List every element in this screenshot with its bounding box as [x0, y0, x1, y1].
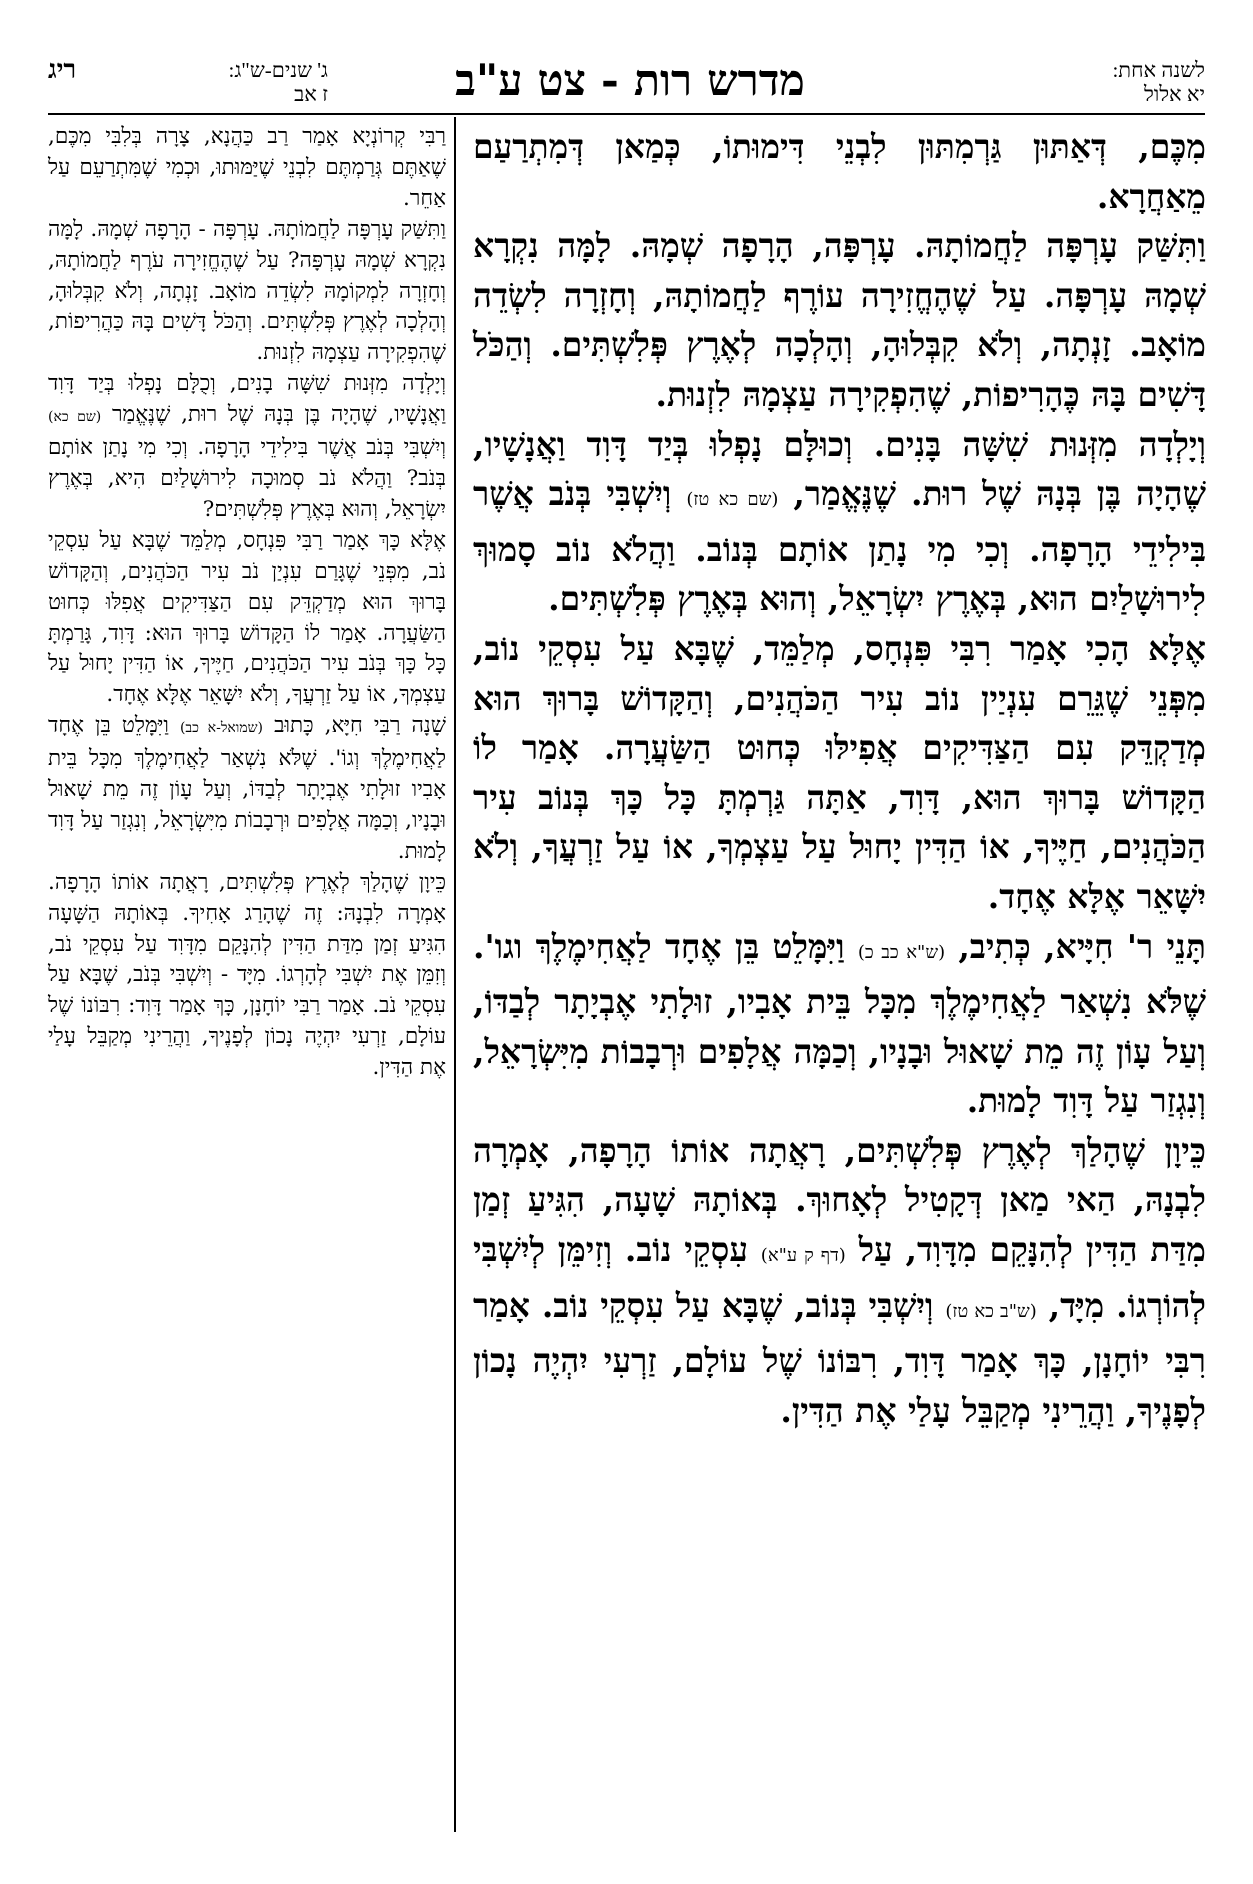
main-text: וְיִשְׁבִּי בְּנֹב אֲשֶׁר בִּילִידֵי הָרָפָה. וְכִי מִי נָתַן אוֹתָם בְּנוֹב. וַהֲלֹא נוֹב סָמוּךְ לִירוּשָׁלַיִם הוּא, בְּאֶרֶץ יִשְׂרָאֵל, וְהוּא בְּאֶרֶץ פְּלִשְׁתִּים. [473, 474, 1206, 619]
main-text: וְיִשְׁבִּי בְּנוֹב, שֶׁבָּא עַל עִסְקֵי נוֹב. אָמַר רִבִּי יוֹחָנָן, כָּךְ אָמַר דָּוִד, רִבּוֹנוֹ שֶׁל עוֹלָם, זַרְעִי יִהְיֶה נָכוֹן לְפָנֶיךָ, וַהֲרֵינִי מְקַבֵּל עָלַי אֶת הַדִּין. [473, 1285, 1206, 1430]
side-paragraph: רַבִּי קְרוֹנְיָא אָמַר רַב כַּהֲנָא, צָרָה בְּלִבִּי מִכֶּם, שֶׁאַתֶּם גְּרַמְתֶּם לִבְנֵי שֶׁיַּמּוּתוּ, וּכְמִי שֶׁמִּתְרַעֵם עַל אַחֵר. [48, 124, 446, 211]
side-paragraph [48, 711, 446, 868]
main-text: עִסְקֵי נוֹב. וְזִימֵּן לְיִשְׁבִּי לְהוֹרְגוֹ. מִיָּד, [473, 1230, 1206, 1325]
main-paragraph: אֶלָּא הָכִי אָמַר רִבִּי פִּנְחָס, מְלַמֵּד, שֶׁבָּא עַל עִסְקֵי נוֹב, מִפְּנֵי שֶׁגֵּרֵם עִנְיַין נוֹב עִיר הַכֹּהֲנִים, וְהַקָּדוֹשׁ בָּרוּךְ הוּא מְדַקְדֵּק עִם הַצַּדִּיקִים אֲפִילּוּ כְּחוּט הַשַּׂעֲרָה. אָמַר לוֹ הַקָּדוֹשׁ בָּרוּךְ הוּא, דָּוִד, אַתָּה גַּרְמְתָּ כָּל כָּךְ בְּנוֹב עִיר הַכֹּהֲנִים, חַיֶּיךָ, אוֹ הַדִּין יָחוּל עַל עַצְמְךָ, אוֹ עַל זַרְעֲךָ, וְלֹא יִשָּׁאֵר אֶלָּא אֶחָד. [473, 628, 1206, 916]
verse-reference: (שם כא טז) [686, 489, 779, 511]
main-text: וְיָלְדָה מִזְּנוּת שִׁשָּׁה בָּנִים. וְכוּלָּם נָפְלוּ בְּיַד דָּוִד וַאֲנָשָׁיו, שֶׁהָיָה בֶּן בְּנָהּ שֶׁל רוּת. שֶׁנֶּאֱמַר, [473, 424, 1206, 514]
main-text: כֵּיוָן שֶׁהָלַךְ לְאֶרֶץ פְּלִשְׁתִּים, רָאֲתָה אוֹתוֹ הָרָפָה, אָמְרָה לִבְנָהּ, הַאי מַאן דְּקָטִיל לְאָחוּךְ. בְּאוֹתָהּ שָׁעָה, הִגִּיעַ זְמַן מִדַּת הַדִּין לְהִנָּקֵם מִדָּוִד, עַל [473, 1130, 1206, 1270]
schedule-date: יא אלול [1144, 82, 1205, 106]
side-text: וְיִשְׁבִּי בְּנֹב אֲשֶׁר בִּילִידֵי הָרָפָה. וְכִי מִי נָתַן אוֹתָם בְּנֹב? וַהֲלֹא נֹב סְמוּכָה לִירוּשָׁלַיִם הִיא, בְּאֶרֶץ יִשְׂרָאֵל, וְהוּא בְּאֶרֶץ פְּלִשְׁתִּים? [48, 435, 446, 522]
verse-reference: (ש"א כב כ) [857, 941, 946, 963]
main-paragraph: מִכֶּם, דְּאַתּוּן גַּרְמִתּוּן לִבְנֵי דִּימוּתוֹ, כְּמַאן דְּמִתְרַעַם מֵאַחֲרָא. [473, 127, 1206, 216]
main-paragraph: וַתִּשַּׁק עָרְפָּה לַחֲמוֹתָהּ. עָרְפָּה, הָרָפָה שְׁמָהּ. לָמָּה נִקְרָא שְׁמָהּ עָרְפָּה. עַל שֶׁהֶחֱזִירָה עוֹרֶף לַחֲמוֹתָהּ, וְחָזְרָה לִשְׂדֵה מוֹאָב. זָנְתָה, וְלֹא קִבְּלוּהָ, וְהָלְכָה לְאֶרֶץ פְּלִשְׁתִּים. וְהַכֹּל דָּשִׁים בָּהּ כֶּהָרִיפוֹת, שֶׁהִפְקִירָה עַצְמָהּ לִזְנוּת. [473, 226, 1206, 414]
side-paragraph: כֵּיוָן שֶׁהָלַךְ לְאֶרֶץ פְּלִשְׁתִּים, רָאֲתָה אוֹתוֹ הָרָפָה. אָמְרָה לִבְנָהּ: זֶה שֶׁהָרַג אָחִיךָ. בְּאוֹתָהּ הַשָּׁעָה הִגִּיעַ זְמַן מִדַּת הַדִּין לְהִנָּקֵם מִדָּוִד עַל עִסְקֵי נֹב, וְזִמֵּן אֶת יִשְׁבִּי לְהָרְגוֹ. מִיָּד - וְיִשְׁבִּי בְּנֹב, שֶׁבָּא עַל עִסְקֵי נֹב. אָמַר רַבִּי יוֹחָנָן, כָּךְ אָמַר דָּוִד: רִבּוֹנוֹ שֶׁל עוֹלָם, זַרְעִי יִהְיֶה נָכוֹן לְפָנֶיךָ, וַהֲרֵינִי מְקַבֵּל עָלַי אֶת הַדִּין. [48, 869, 446, 1081]
side-paragraph: וַתִּשַּׁק עָרְפָּה לַחֲמוֹתָהּ. עָרְפָּה - הָרָפָה שְׁמָהּ. לָמָּה נִקְרָא שְׁמָהּ עָרְפָּה? עַל שֶׁהֶחֱזִירָה עֹרֶף לַחֲמוֹתָהּ, וְחָזְרָה לִמְקוֹמָהּ לִשְׂדֵה מוֹאָב. זָנְתָה, וְלֹא קִבְּלוּהָ, וְהָלְכָה לְאֶרֶץ פְּלִשְׁתִּים. וְהַכֹּל דָּשִׁים בָּהּ כַּהֲרִיפוֹת, שֶׁהִפְקִירָה עַצְמָהּ לִזְנוּת. [48, 216, 446, 366]
header-schedule-three-years [48, 55, 328, 108]
side-text: שָׁנָה רַבִּי חִיָּא, כָּתוּב [274, 713, 447, 739]
schedule-label: לשנה אחת: [1112, 58, 1205, 82]
page-reference: (דף ק ע"א) [760, 1245, 846, 1267]
page-title: מדרש רות - צט ע"ב [455, 56, 805, 106]
schedule-label-three-years: ג' שנים-ש"ג: [228, 58, 328, 82]
main-paragraph [473, 420, 1206, 624]
main-paragraph [473, 1126, 1206, 1436]
side-paragraph: אֶלָּא כָּךְ אָמַר רַבִּי פִּנְחָס, מְלַמֵּד שֶׁבָּא עַל עִסְקֵי נֹב, מִפְּנֵי שֶׁגָּרַם עִנְיַן נֹב עִיר הַכֹּהֲנִים, וְהַקָּדוֹשׁ בָּרוּךְ הוּא מְדַקְדֵּק עִם הַצַּדִּיקִים אֲפִלּוּ כְּחוּט הַשַּׂעֲרָה. אָמַר לוֹ הַקָּדוֹשׁ בָּרוּךְ הוּא: דָּוִד, גָּרַמְתָּ כָּל כָּךְ בְּנֹב עִיר הַכֹּהֲנִים, חַיֶּיךָ, אוֹ הַדִּין יָחוּל עַל עַצְמְךָ, אוֹ עַל זַרְעֲךָ, וְלֹא יִשָּׁאֵר אֶלָּא אֶחָד. [48, 527, 446, 708]
main-text: וַיִּמָּלֵט בֵּן אֶחָד לַאֲחִימֶלֶךְ וגו'. שֶׁלֹּא נִשְׁאַר לַאֲחִימֶלֶךְ מִכָּל בֵּית אָבִיו, זוּלָתִי אֶבְיָתָר לְבַדּוֹ, וְעַל עָוֹן זֶה מֵת שָׁאוּל וּבָנָיו, וְכַמָּה אֲלָפִים וּרְבָבוֹת מִיִּשְׂרָאֵל, וְנִגְזַר עַל דָּוִד לָמוּת. [473, 926, 1206, 1121]
verse-reference: (ש"ב כא טז) [945, 1300, 1037, 1322]
side-text: וְיָלְדָה מִזְּנוּת שִׁשָּׁה בָנִים, וְכֻלָּם נָפְלוּ בְּיַד דָּוִד וַאֲנָשָׁיו, שֶׁהָיָה בֶּן בְּנָהּ שֶׁל רוּת, שֶׁנֶּאֱמַר [48, 371, 446, 428]
main-column-aramaic [473, 122, 1206, 1435]
side-text: וַיִּמָּלֵט בֵּן אֶחָד לַאֲחִימֶלֶךְ וְגוֹ'. שֶׁלֹּא נִשְׁאַר לַאֲחִימֶלֶךְ מִכָּל בֵּית אָבִיו זוּלָתִי אֶבְיָתָר לְבַדּוֹ, וְעַל עָוֹן זֶה מֵת שָׁאוּל וּבָנָיו, וְכַמָּה אֲלָפִים וּרְבָבוֹת מִיִּשְׂרָאֵל, וְנִגְזַר עַל דָּוִד לָמוּת. [48, 713, 446, 864]
page-number: ריג [48, 55, 77, 84]
main-text: תָּנֵי ר' חִיָּיא, כְּתִיב, [958, 926, 1206, 966]
column-divider [454, 117, 456, 1832]
header-schedule-one-year [1005, 58, 1205, 108]
header-divider [48, 113, 1205, 115]
side-column-hebrew-translation [48, 122, 446, 1084]
main-paragraph [473, 922, 1206, 1126]
side-paragraph [48, 369, 446, 526]
verse-reference: (שם כא) [48, 409, 102, 426]
schedule-date-three-years: ז אב [294, 82, 328, 106]
verse-reference: (שמואל-א כב) [179, 720, 264, 737]
